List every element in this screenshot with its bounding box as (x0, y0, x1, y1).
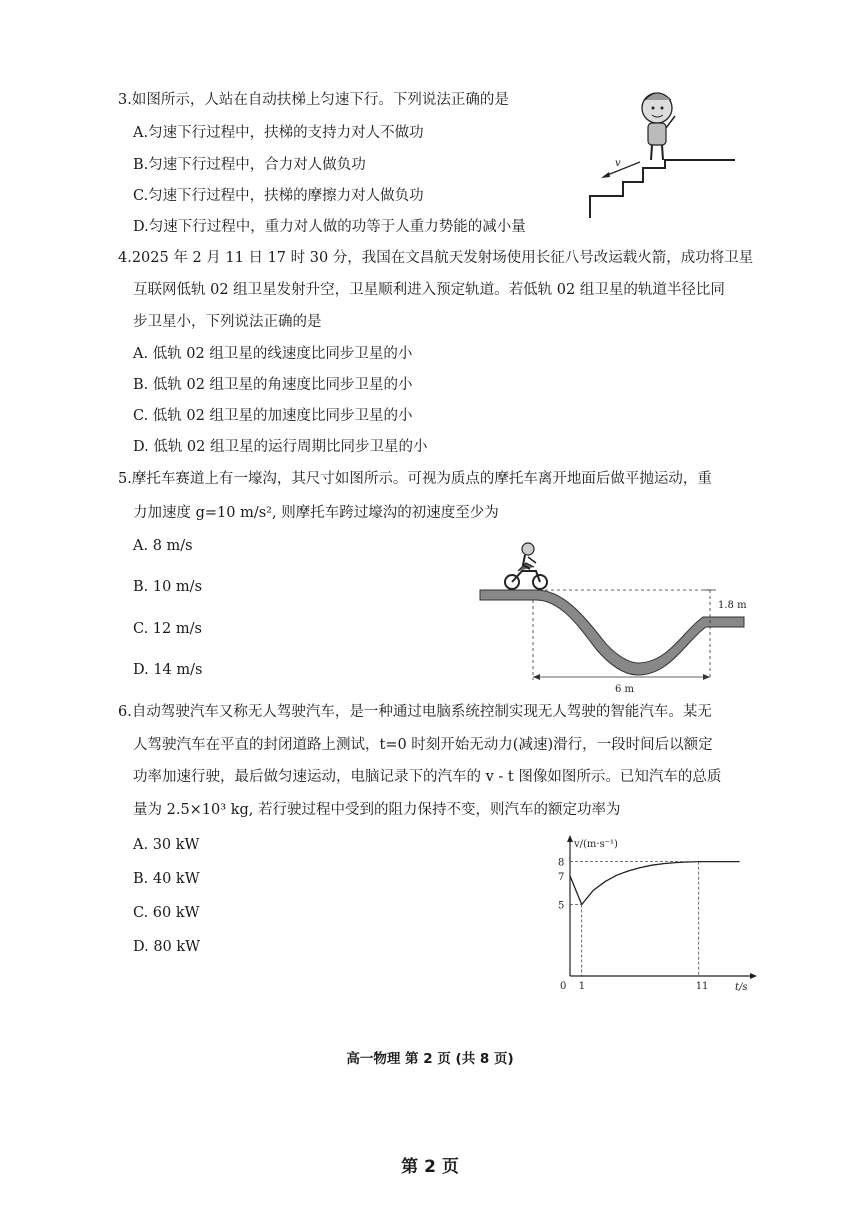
q6-stem-line-4: 量为 2.5×10³ kg, 若行驶过程中受到的阻力保持不变，则汽车的额定功率为 (133, 802, 621, 818)
q5-option-d: D. 14 m/s (133, 662, 203, 678)
q5-option-b: B. 10 m/s (133, 579, 203, 595)
q3-option-a: A.匀速下行过程中，扶梯的支持力对人不做功 (133, 125, 424, 141)
q4-stem-line-3: 步卫星小，下列说法正确的是 (133, 314, 322, 330)
q5-option-a: A. 8 m/s (133, 538, 193, 554)
x-axis-label: t/s (735, 982, 748, 993)
velocity-label: v (615, 158, 621, 169)
q6-option-d: D. 80 kW (133, 939, 201, 955)
q3-stem: 3.如图所示，人站在自动扶梯上匀速下行。下列说法正确的是 (118, 92, 509, 108)
x-tick-label: 11 (695, 981, 709, 992)
y-axis-label: v/(m·s⁻¹) (574, 839, 618, 850)
q3-option-b: B.匀速下行过程中，合力对人做负功 (133, 157, 366, 173)
y-tick-label: 5 (558, 900, 565, 912)
q4-option-d: D. 低轨 02 组卫星的运行周期比同步卫星的小 (133, 439, 428, 455)
y-tick-label: 8 (558, 857, 565, 869)
q4-option-c: C. 低轨 02 组卫星的加速度比同步卫星的小 (133, 408, 413, 424)
q4-option-a: A. 低轨 02 组卫星的线速度比同步卫星的小 (133, 346, 413, 362)
x-axis-arrow (750, 973, 757, 979)
q6-option-b: B. 40 kW (133, 871, 200, 887)
y-axis-arrow (567, 835, 573, 842)
q5-option-c: C. 12 m/s (133, 621, 202, 637)
q6-option-a: A. 30 kW (133, 837, 200, 853)
q6-stem-line-3: 功率加速行驶，最后做匀速运动，电脑记录下的汽车的 v - t 图像如图所示。已知汽车的总质 (133, 769, 722, 785)
page-number: 第 2 页 (401, 1157, 459, 1177)
q4-stem-line-1: 4.2025 年 2 月 11 日 17 时 30 分，我国在文昌航天发射场使用长征八号改运载火箭，成功将卫星 (118, 250, 754, 266)
velocity-curve (570, 862, 740, 905)
height-label: 1.8 m (718, 600, 747, 611)
q3-option-d: D.匀速下行过程中，重力对人做的功等于人重力势能的减小量 (133, 219, 526, 235)
x-tick-label: 1 (578, 981, 586, 992)
q4-stem-line-2: 互联网低轨 02 组卫星发射升空，卫星顺利进入预定轨道。若低轨 02 组卫星的轨道半径比同 (133, 282, 725, 298)
origin-label: 0 (560, 981, 567, 992)
width-label: 6 m (615, 684, 635, 695)
q6-option-c: C. 60 kW (133, 905, 200, 921)
y-tick-label: 7 (558, 871, 565, 883)
person-icon (642, 93, 675, 160)
q3-option-c: C.匀速下行过程中，扶梯的摩擦力对人做负功 (133, 188, 424, 204)
velocity-time-chart (555, 833, 760, 993)
escalator-figure (575, 78, 750, 223)
page-footer: 高一物理 第 2 页 (共 8 页) (346, 1051, 514, 1067)
ditch-figure (478, 535, 750, 695)
q6-stem-line-1: 6.自动驾驶汽车又称无人驾驶汽车，是一种通过电脑系统控制实现无人驾驶的智能汽车。某无 (118, 704, 712, 720)
q5-stem-line-1: 5.摩托车赛道上有一壕沟，其尺寸如图所示。可视为质点的摩托车离开地面后做平抛运动，重 (118, 471, 712, 487)
q6-stem-line-2: 人驾驶汽车在平直的封闭道路上测试，t=0 时刻开始无动力(减速)滑行，一段时间后以额定 (133, 737, 713, 753)
motorcycle-icon (505, 543, 547, 589)
q4-option-b: B. 低轨 02 组卫星的角速度比同步卫星的小 (133, 377, 413, 393)
q5-stem-line-2: 力加速度 g=10 m/s², 则摩托车跨过壕沟的初速度至少为 (133, 505, 499, 521)
